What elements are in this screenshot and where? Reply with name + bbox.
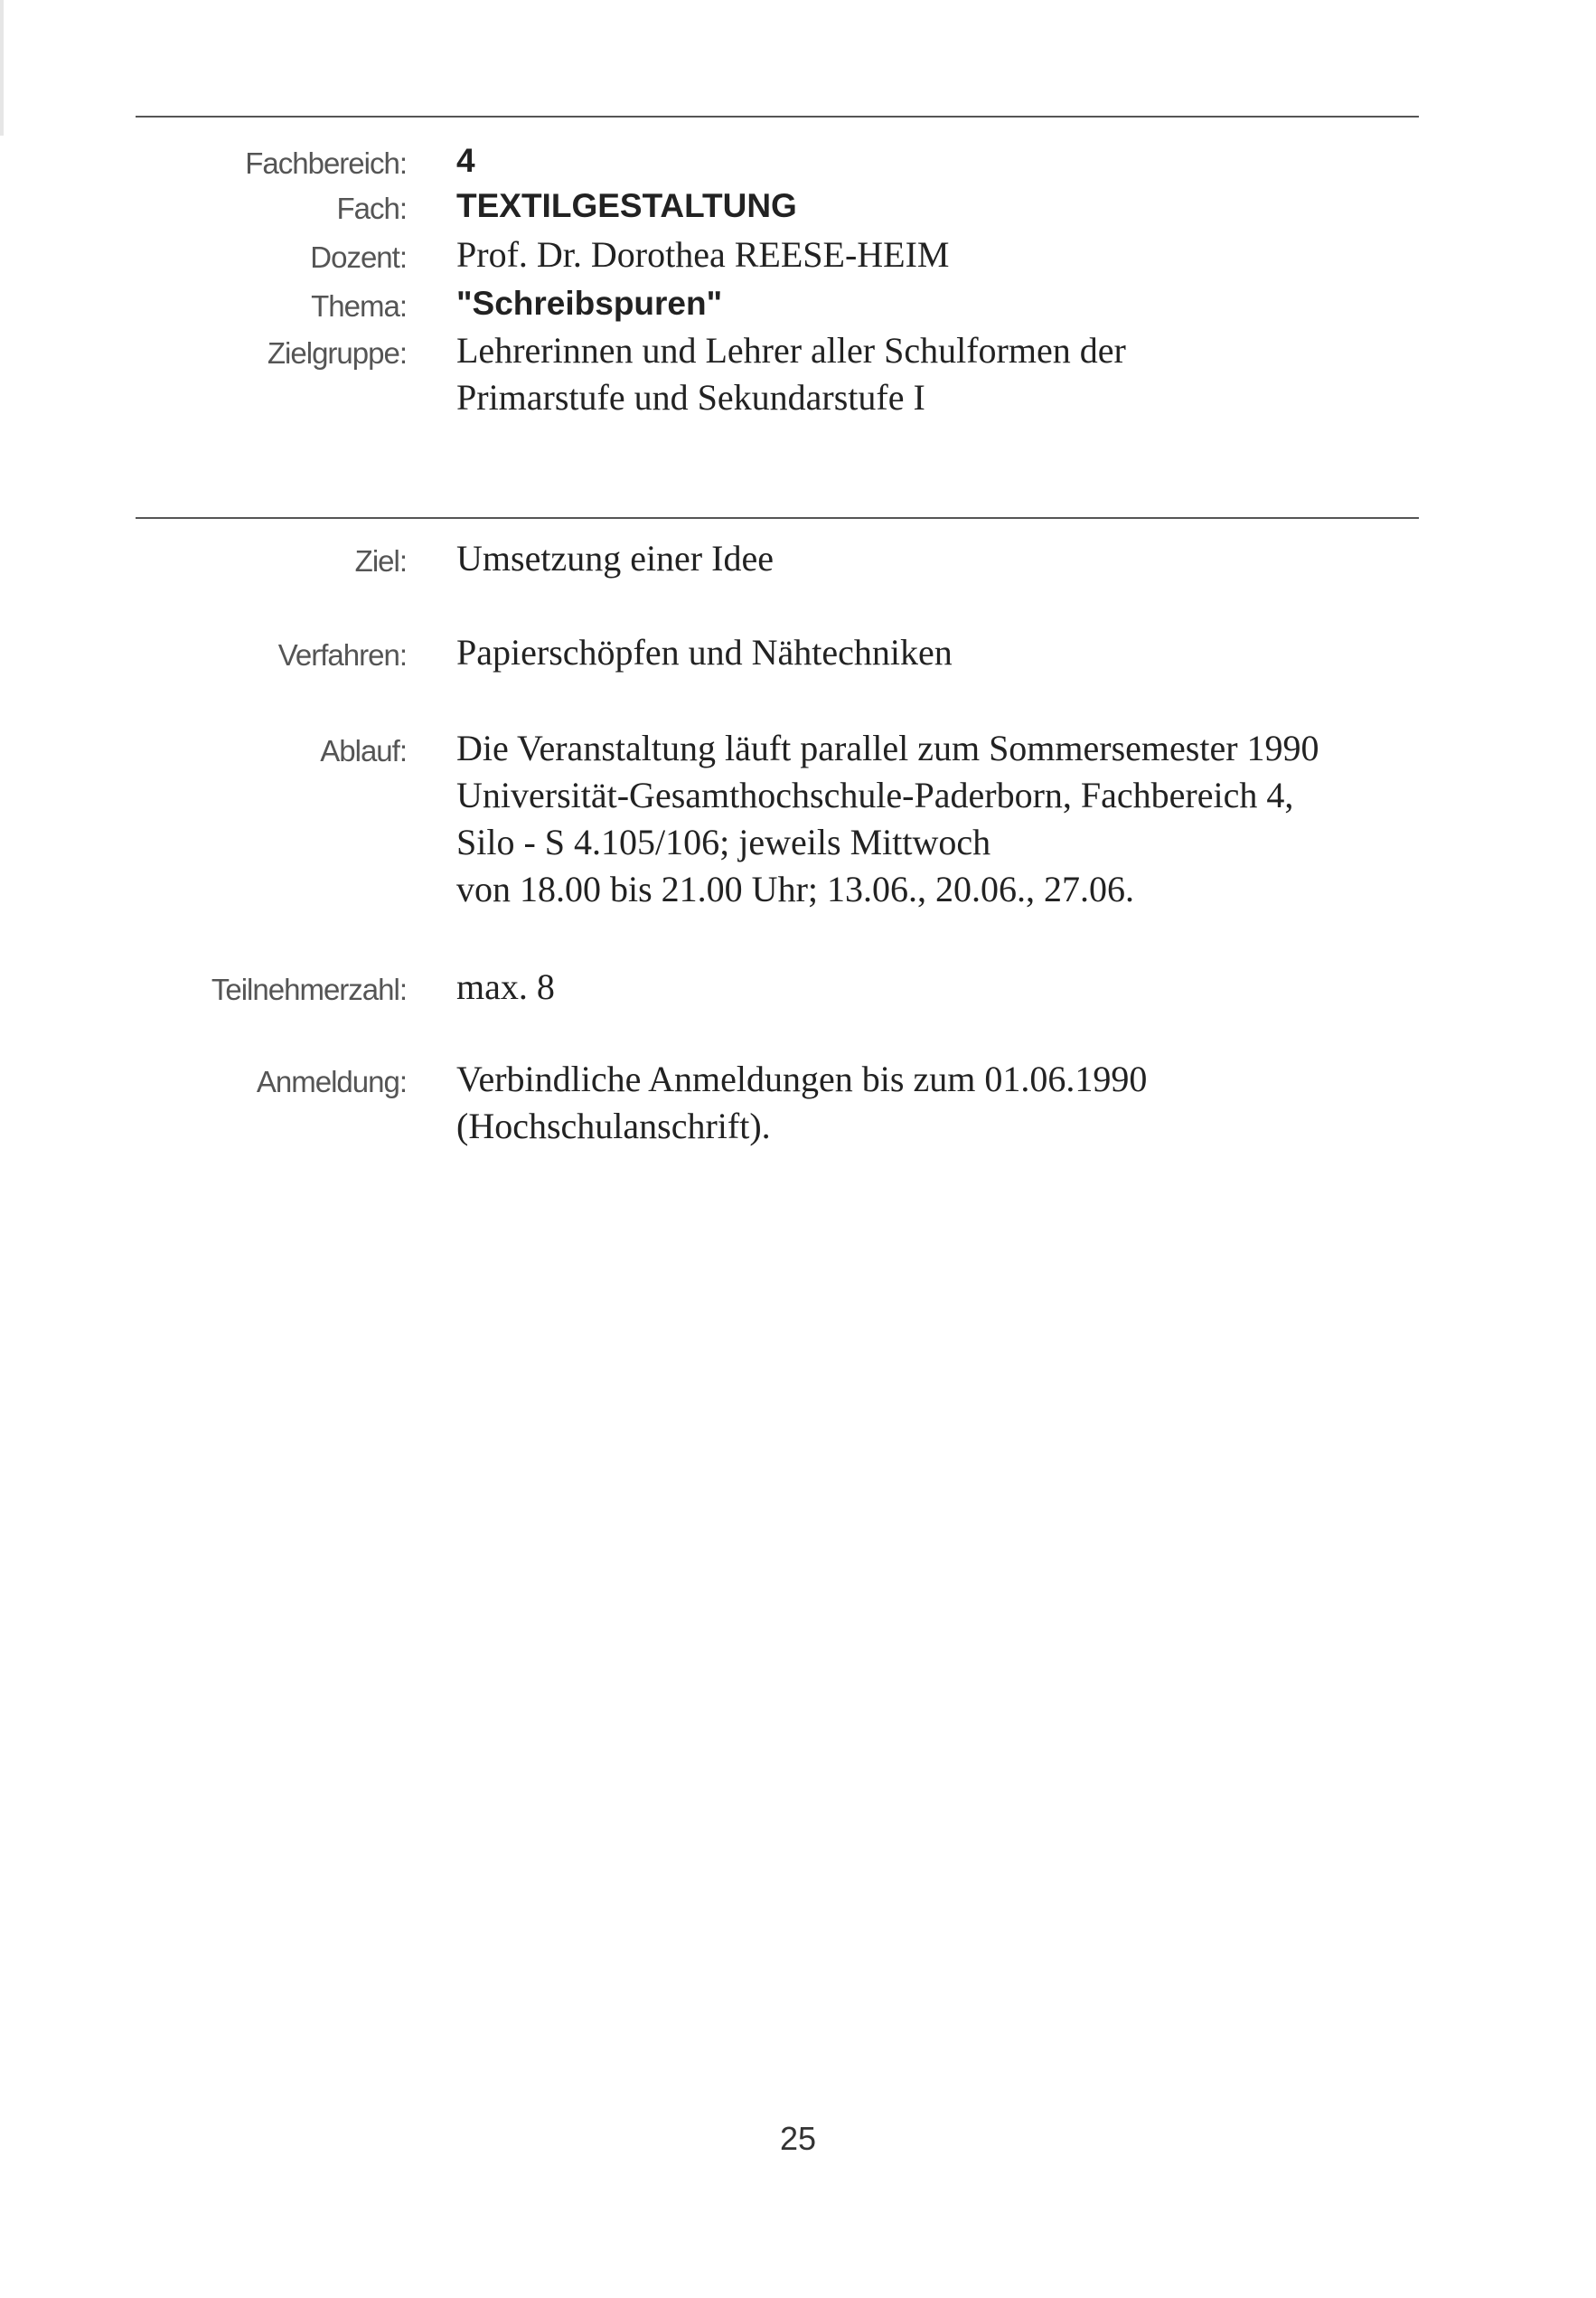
teilnehmerzahl-label: Teilnehmerzahl: (211, 973, 407, 1006)
ablauf-value (456, 725, 1319, 913)
zielgruppe-line: Lehrerinnen und Lehrer aller Schulformen der (456, 330, 1126, 371)
verfahren-value: Papierschöpfen und Nähtechniken (456, 632, 953, 673)
thema-label: Thema: (311, 289, 407, 323)
top-divider (136, 116, 1419, 118)
anmeldung-value (456, 1056, 1147, 1150)
ablauf-line: Die Veranstaltung läuft parallel zum Sommersemester 1990 (456, 728, 1319, 768)
fach-value: TEXTILGESTALTUNG (456, 187, 797, 224)
dozent-label: Dozent: (310, 240, 407, 274)
anmeldung-label: Anmeldung: (256, 1065, 407, 1098)
zielgruppe-label: Zielgruppe: (267, 336, 407, 370)
teilnehmerzahl-value: max. 8 (456, 966, 555, 1007)
middle-divider (136, 517, 1419, 519)
thema-value: "Schreibspuren" (456, 285, 723, 322)
zielgruppe-line: Primarstufe und Sekundarstufe I (456, 377, 925, 418)
ablauf-line: von 18.00 bis 21.00 Uhr; 13.06., 20.06., 27.06. (456, 869, 1134, 909)
dozent-value: Prof. Dr. Dorothea REESE-HEIM (456, 234, 950, 275)
zielgruppe-value (456, 327, 1126, 421)
ziel-label: Ziel: (354, 544, 407, 578)
fachbereich-value: 4 (456, 142, 475, 179)
verfahren-label: Verfahren: (277, 638, 407, 672)
anmeldung-line: (Hochschulanschrift). (456, 1106, 771, 1146)
ablauf-label: Ablauf: (320, 734, 407, 768)
ablauf-line: Universität-Gesamthochschule-Paderborn, Fachbereich 4, (456, 775, 1294, 815)
anmeldung-line: Verbindliche Anmeldungen bis zum 01.06.1990 (456, 1059, 1148, 1099)
ziel-value: Umsetzung einer Idee (456, 538, 774, 579)
page-number: 25 (779, 2120, 817, 2157)
fach-label: Fach: (336, 192, 407, 225)
fachbereich-label: Fachbereich: (245, 146, 407, 180)
scan-margin-mark (0, 0, 4, 136)
ablauf-line: Silo - S 4.105/106; jeweils Mittwoch (456, 822, 991, 862)
